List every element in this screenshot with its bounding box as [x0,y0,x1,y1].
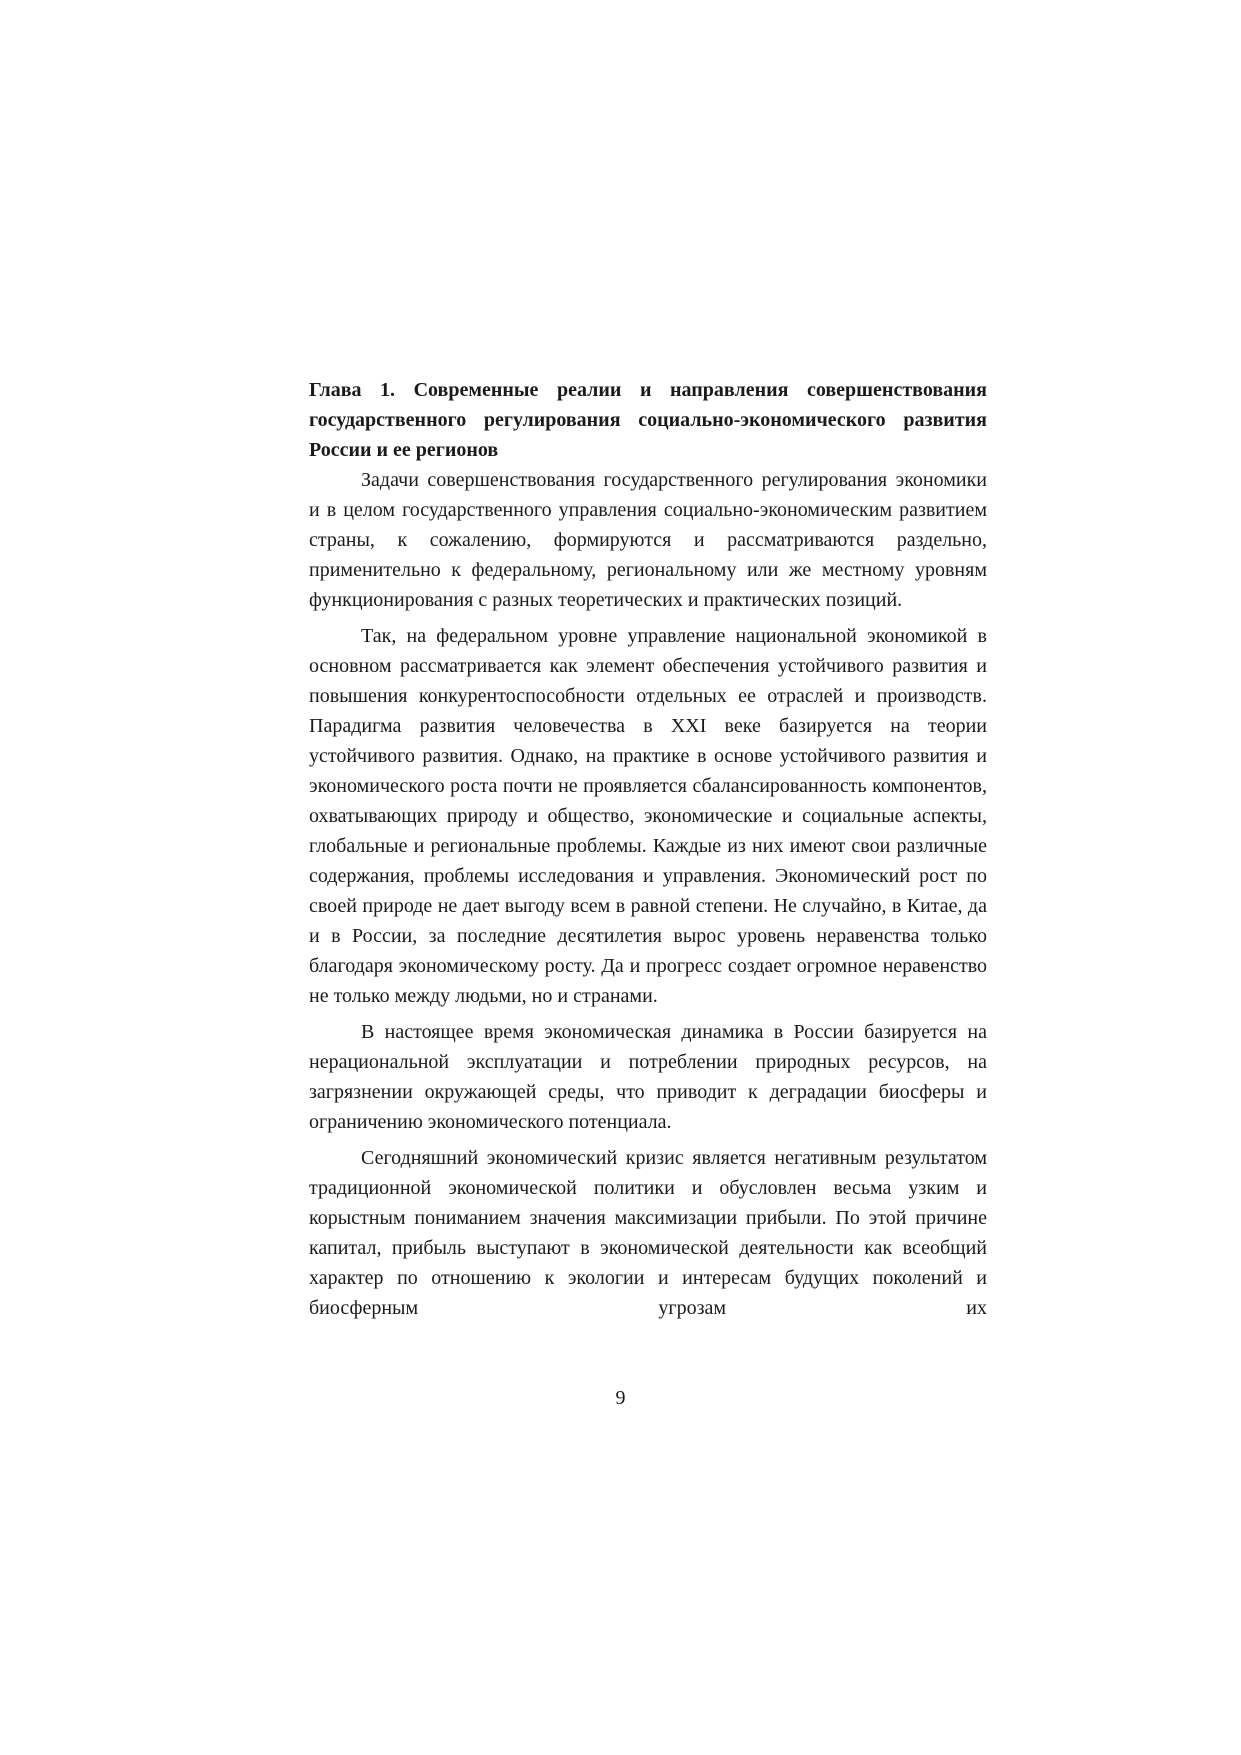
page-body [309,375,987,1323]
chapter-title: Глава 1. Современные реалии и направления совершенствования государственного регулирования социально-экономического развития России и ее регионов [309,379,987,461]
paragraph-3: В настоящее время экономическая динамика в России базируется на нерациональной эксплуатации и потреблении природных ресурсов, на загрязнении окружающей среды, что приводит к деградации биосферы и ограничению экономического потенциала. [309,1021,987,1133]
paragraph-1: Задачи совершенствования государственного регулирования экономики и в целом государственного управления социально-экономическим развитием страны, к сожалению, формируются и рассматриваются раздельно, применительно к федеральному, региональному или же местному уровням функционирования с разных теоретических и практических позиций. [309,469,987,611]
paragraph-4: Сегодняшний экономический кризис является негативным результатом традиционной экономической политики и обусловлен весьма узким и корыстным пониманием значения максимизации прибыли. По этой причине капитал, прибыль выступают в экономической деятельности как всеобщий характер по отношению к экологии и интересам будущих поколений и биосферным угрозам их [309,1147,987,1319]
paragraph-2: Так, на федеральном уровне управление национальной экономикой в основном рассматривается как элемент обеспечения устойчивого развития и повышения конкурентоспособности отдельных ее отраслей и производств. Парадигма развития человечества в XXI веке базируется на теории устойчивого развития. Однако, на практике в основе устойчивого развития и экономического роста почти не проявляется сбалансированность компонентов, охватывающих природу и общество, экономические и социальные аспекты, глобальные и региональные проблемы. Каждые из них имеют свои различные содержания, проблемы исследования и управления. Экономический рост по своей природе не дает выгоду всем в равной степени. Не случайно, в Китае, да и в России, за последние десятилетия вырос уровень неравенства только благодаря экономическому росту. Да и прогресс создает огромное неравенство не только между людьми, но и странами. [309,625,987,1007]
page-number: 9 [615,1387,626,1409]
